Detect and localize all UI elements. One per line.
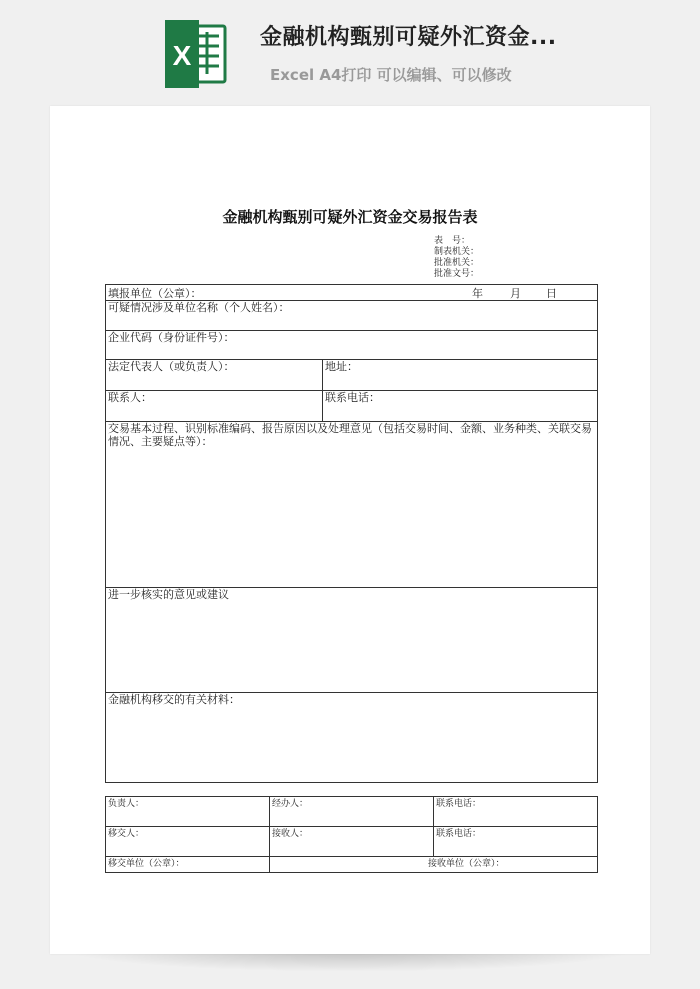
legal-rep-label: 法定代表人（或负责人）： [108,360,235,373]
table-row [106,797,598,827]
report-form-table [105,284,598,783]
handler-label: 经办人： [272,799,309,809]
company-code-cell[interactable] [106,331,598,360]
transfer-person-cell[interactable] [106,827,270,857]
contact-cell[interactable] [106,391,323,422]
address-cell[interactable] [323,360,598,391]
phone2-label: 联系电话： [436,829,482,839]
company-code-label: 企业代码（身份证件号）： [108,331,235,344]
date-month-label: 月 [510,287,521,300]
process-cell[interactable] [106,422,598,588]
process-label: 交易基本过程、识别标准编码、报告原因以及处理意见（包括交易时间、金额、业务种类、关联交易情况、主要疑点等）： [108,422,592,448]
phone1-label: 联系电话： [436,799,482,809]
signature-table [105,796,598,873]
reporting-unit-label: 填报单位（公章）： [108,287,202,300]
date-year-label: 年 [472,287,483,300]
document-title: 金融机构甄别可疑外汇资金... [260,25,557,50]
table-row [106,857,598,873]
meta-approval-number: 批准文号： [434,269,480,279]
handler-cell[interactable] [270,797,434,827]
receiving-unit-cell[interactable] [270,857,598,873]
suspect-name-cell[interactable] [106,301,598,331]
suspect-name-label: 可疑情况涉及单位名称（个人姓名）： [108,301,290,314]
table-row [106,588,598,693]
suggestion-cell[interactable] [106,588,598,693]
table-row [106,391,598,422]
transfer-person-label: 移交人： [108,829,145,839]
document-subtitle: Excel A4打印 可以编辑、可以修改 [270,66,512,84]
contact-phone-cell[interactable] [323,391,598,422]
table-row [106,301,598,331]
meta-issuing-authority: 制表机关： [434,247,480,257]
table-row [106,422,598,588]
receiver-cell[interactable] [270,827,434,857]
suggestion-label: 进一步核实的意见或建议 [108,588,229,601]
page-header [0,0,700,100]
table-row [106,693,598,783]
meta-table-number: 表 号： [434,236,471,246]
transfer-unit-label: 移交单位（公章）： [108,859,185,869]
contact-label: 联系人： [108,391,152,404]
meta-approving-authority: 批准机关： [434,258,480,268]
table-row [106,360,598,391]
table-row [106,331,598,360]
svg-text:X: X [172,40,192,71]
phone1-cell[interactable] [434,797,598,827]
transfer-unit-cell[interactable] [106,857,270,873]
form-title: 金融机构甄别可疑外汇资金交易报告表 [222,208,478,226]
contact-phone-label: 联系电话： [325,391,380,404]
phone2-cell[interactable] [434,827,598,857]
materials-label: 金融机构移交的有关材料： [108,693,240,706]
receiving-unit-label: 接收单位（公章）： [428,859,505,869]
address-label: 地址： [325,360,358,373]
table-row [106,285,598,301]
excel-icon [163,20,227,88]
date-day-label: 日 [546,287,557,300]
responsible-cell[interactable] [106,797,270,827]
materials-cell[interactable] [106,693,598,783]
a4-sheet [50,106,650,954]
table-row [106,827,598,857]
receiver-label: 接收人： [272,829,309,839]
reporting-unit-cell[interactable] [106,285,598,301]
responsible-label: 负责人： [108,799,145,809]
legal-rep-cell[interactable] [106,360,323,391]
